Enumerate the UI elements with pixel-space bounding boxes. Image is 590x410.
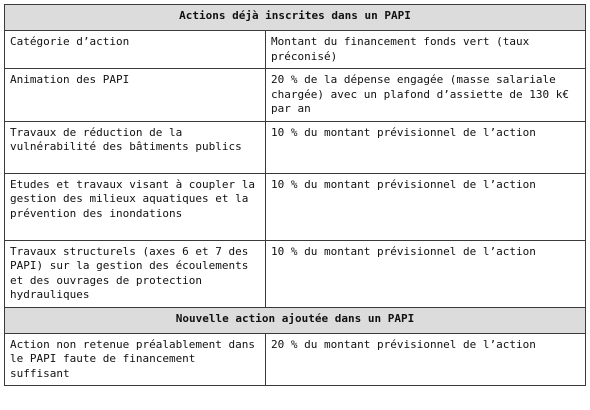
amount-cell: 10 % du montant prévisionnel de l’action <box>266 240 586 307</box>
financing-table <box>4 4 586 386</box>
amount-cell: 20 % de la dépense engagée (masse salariale chargée) avec un plafond d’assiette de 130 k€ par an <box>266 69 586 122</box>
table-row <box>5 333 586 386</box>
table-row <box>5 173 586 240</box>
category-cell: Etudes et travaux visant à coupler la gestion des milieux aquatiques et la prévention des inondations <box>5 173 266 240</box>
table-row <box>5 121 586 173</box>
category-cell: Action non retenue préalablement dans le PAPI faute de financement suffisant <box>5 333 266 386</box>
amount-cell: 10 % du montant prévisionnel de l’action <box>266 173 586 240</box>
column-header-row <box>5 31 586 69</box>
amount-cell: 10 % du montant prévisionnel de l’action <box>266 121 586 173</box>
category-cell: Travaux de réduction de la vulnérabilité des bâtiments publics <box>5 121 266 173</box>
section-header-row <box>5 307 586 333</box>
category-cell: Animation des PAPI <box>5 69 266 122</box>
table-row <box>5 69 586 122</box>
section-title: Nouvelle action ajoutée dans un PAPI <box>5 307 586 333</box>
section-header-row <box>5 5 586 31</box>
section-title: Actions déjà inscrites dans un PAPI <box>5 5 586 31</box>
amount-cell: 20 % du montant prévisionnel de l’action <box>266 333 586 386</box>
table-row <box>5 240 586 307</box>
column-header-amount: Montant du financement fonds vert (taux préconisé) <box>266 31 586 69</box>
category-cell: Travaux structurels (axes 6 et 7 des PAPI) sur la gestion des écoulements et des ouvrages de protection hydrauliques <box>5 240 266 307</box>
column-header-category: Catégorie d’action <box>5 31 266 69</box>
